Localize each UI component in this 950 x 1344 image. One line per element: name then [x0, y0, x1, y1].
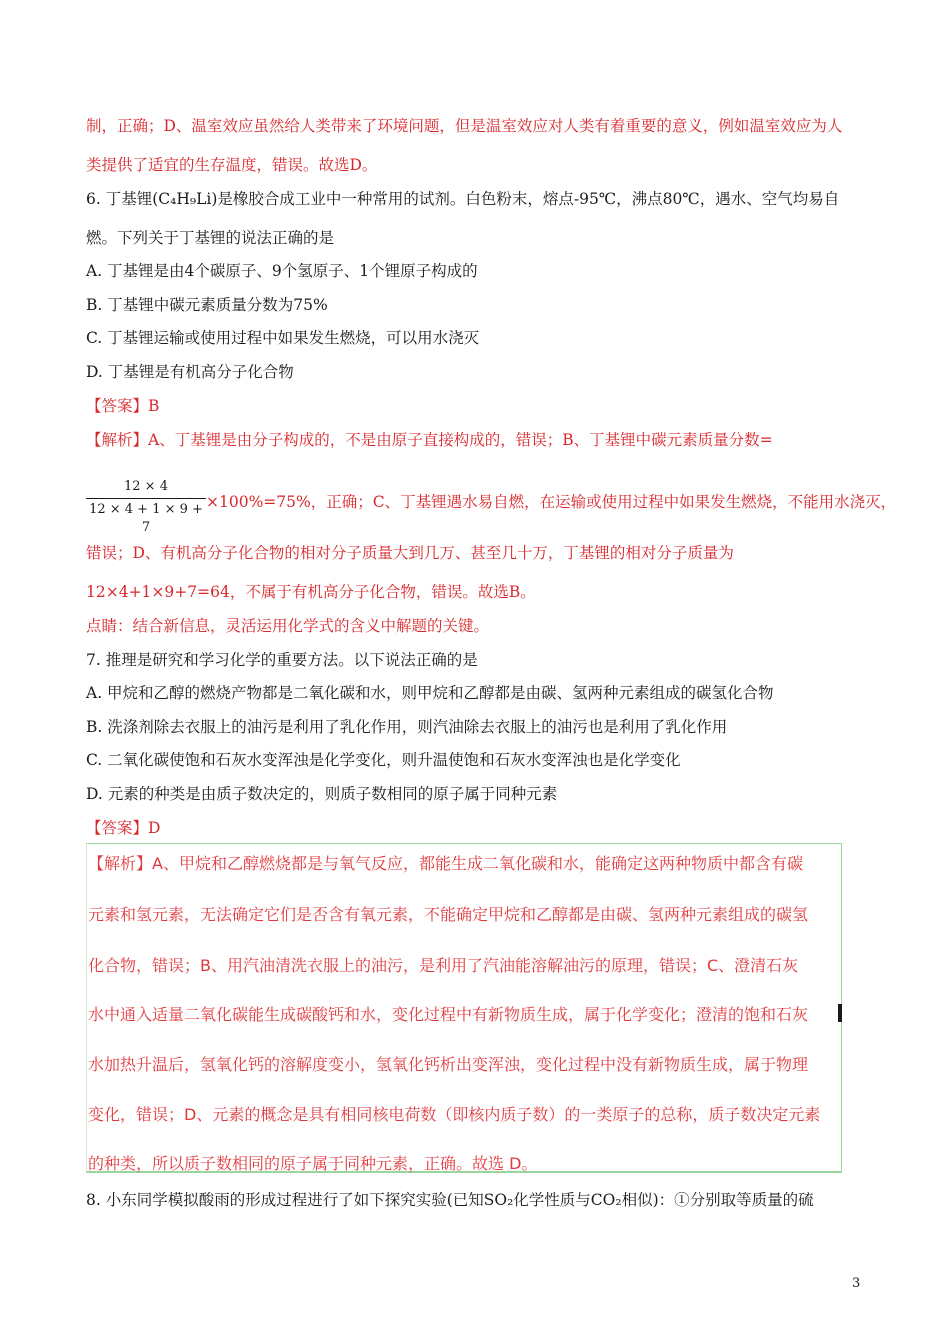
- q6-option-b: B. 丁基锂中碳元素质量分数为75%: [86, 296, 328, 314]
- q6-stem-line-1: 6. 丁基锂(C₄H₉Li)是橡胶合成工业中一种常用的试剂。白色粉末，熔点-95℃，沸点80℃，遇水、空气均易自: [86, 190, 840, 208]
- q6-option-a: A. 丁基锂是由4个碳原子、9个氢原子、1个锂原子构成的: [86, 262, 478, 280]
- q6-option-d: D. 丁基锂是有机高分子化合物: [86, 363, 294, 381]
- q6-stem-line-2: 燃。下列关于丁基锂的说法正确的是: [86, 229, 335, 247]
- q6-analysis-line-2: ×100%=75%，正确；C、丁基锂遇水易自燃，在运输或使用过程中如果发生燃烧，不能用水浇灭，: [206, 493, 897, 511]
- mass-fraction-formula: [86, 478, 206, 535]
- q7-option-a: A. 甲烷和乙醇的燃烧产物都是二氧化碳和水，则甲烷和乙醇都是由碳、氢两种元素组成的碳氢化合物: [86, 684, 774, 702]
- q6-answer: 【答案】B: [86, 397, 160, 415]
- q7-option-d: D. 元素的种类是由质子数决定的，则质子数相同的原子属于同种元素: [86, 785, 558, 803]
- q6-analysis-line-3: 错误；D、有机高分子化合物的相对分子质量大到几万、甚至几十万，丁基锂的相对分子质量为: [86, 544, 734, 562]
- fraction-bar: [86, 498, 206, 499]
- q6-tip: 点睛：结合新信息，灵活运用化学式的含义中解题的关键。: [86, 617, 490, 635]
- q7-analysis-line-4: 水中通入适量二氧化碳能生成碳酸钙和水，变化过程中有新物质生成，属于化学变化；澄清的饱和石灰: [88, 1005, 809, 1024]
- q6-analysis-line-1: 【解析】A、丁基锂是由分子构成的，不是由原子直接构成的，错误；B、丁基锂中碳元素质量分数=: [86, 431, 773, 449]
- q7-analysis-line-2: 元素和氢元素，无法确定它们是否含有氧元素，不能确定甲烷和乙醇都是由碳、氢两种元素组成的碳氢: [88, 905, 809, 924]
- analysis-continued-line-2: 类提供了适宜的生存温度，错误。故选D。: [86, 156, 378, 174]
- q7-analysis-line-7: 的种类，所以质子数相同的原子属于同种元素，正确。故选 D。: [88, 1154, 538, 1173]
- page-number: 3: [852, 1276, 861, 1291]
- fraction-denominator: 12 × 4 + 1 × 9 + 7: [89, 502, 203, 535]
- q6-analysis-line-4: 12×4+1×9+7=64，不属于有机高分子化合物，错误。故选B。: [86, 583, 536, 601]
- analysis-continued-line-1: 制，正确；D、温室效应虽然给人类带来了环境问题，但是温室效应对人类有着重要的意义，例如温室效应为人: [86, 117, 843, 135]
- q7-option-c: C. 二氧化碳使饱和石灰水变浑浊是化学变化，则升温使饱和石灰水变浑浊也是化学变化: [86, 751, 681, 769]
- fraction-numerator: 12 × 4: [124, 479, 168, 494]
- q8-stem: 8. 小东同学模拟酸雨的形成过程进行了如下探究实验(已知SO₂化学性质与CO₂相似)：①分别取等质量的硫: [86, 1191, 814, 1209]
- q7-analysis-line-3: 化合物，错误；B、用汽油清洗衣服上的油污，是利用了汽油能溶解油污的原理，错误；C、澄清石灰: [88, 956, 799, 975]
- q7-analysis-line-1: 【解析】A、甲烷和乙醇燃烧都是与氧气反应，都能生成二氧化碳和水，能确定这两种物质中都含有碳: [88, 854, 803, 873]
- q6-option-c: C. 丁基锂运输或使用过程中如果发生燃烧，可以用水浇灭: [86, 329, 480, 347]
- q7-option-b: B. 洗涤剂除去衣服上的油污是利用了乳化作用，则汽油除去衣服上的油污也是利用了乳化作用: [86, 718, 728, 736]
- text-cursor-mark: [838, 1004, 842, 1022]
- q7-stem: 7. 推理是研究和学习化学的重要方法。以下说法正确的是: [86, 651, 478, 669]
- q7-analysis-line-5: 水加热升温后，氢氧化钙的溶解度变小，氢氧化钙析出变浑浊，变化过程中没有新物质生成，属于物理: [88, 1055, 809, 1074]
- q7-answer: 【答案】D: [86, 819, 161, 837]
- q7-analysis-line-6: 变化，错误；D、元素的概念是具有相同核电荷数（即核内质子数）的一类原子的总称，质子数决定元素: [88, 1105, 821, 1124]
